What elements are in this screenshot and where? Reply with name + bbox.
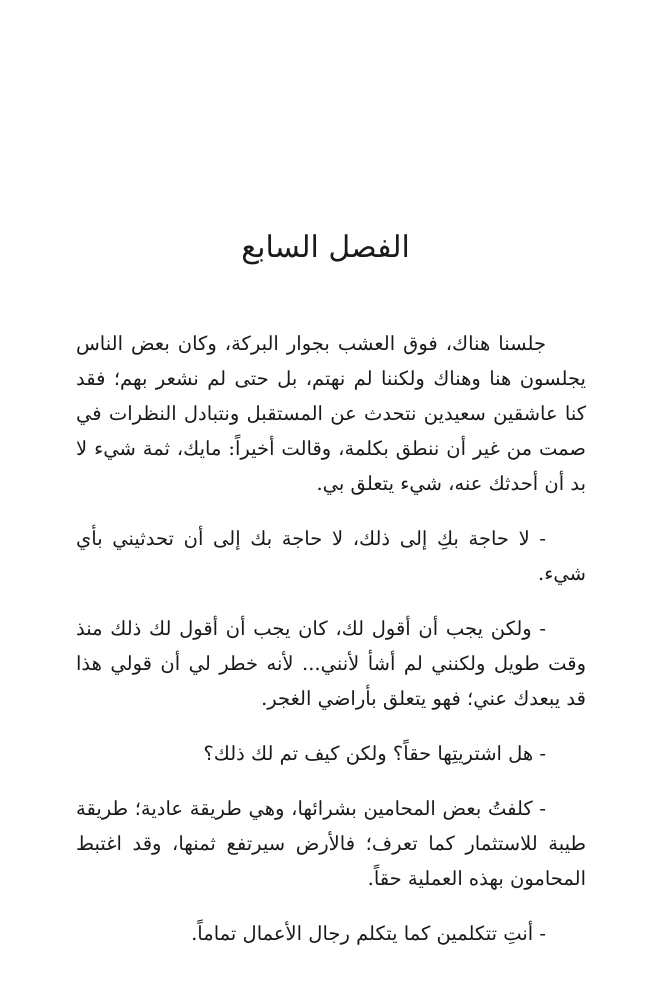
- paragraph-dialogue: - أنتِ تتكلمين كما يتكلم رجال الأعمال تماماً.: [191, 922, 546, 945]
- chapter-body: [76, 326, 586, 951]
- paragraph-dialogue: - لا حاجة بكِ إلى ذلك، لا حاجة بك إلى أن تحدثيني بأي شيء.: [76, 527, 586, 585]
- paragraph-narration: جلسنا هناك، فوق العشب بجوار البركة، وكان بعض الناس يجلسون هنا وهناك ولكننا لم نهتم، بل حتى لم نشعر بهم؛ فقد كنا عاشقين سعيدين نتحدث عن المستقبل ونتبادل النظرات في صمت من غير أن ننطق بكلمة، وقالت أخيراً: مايك، ثمة شيء لا بد أن أحدثك عنه، شيء يتعلق بي.: [76, 332, 586, 495]
- paragraph-dialogue: - ولكن يجب أن أقول لك، كان يجب أن أقول لك ذلك منذ وقت طويل ولكنني لم أشأ لأنني... لأنه خطر لي أن قولي هذا قد يبعدك عني؛ فهو يتعلق بأراضي الغجر.: [76, 617, 586, 710]
- paragraph-dialogue: - كلفتُ بعض المحامين بشرائها، وهي طريقة عادية؛ طريقة طيبة للاستثمار كما تعرف؛ فالأرض سيرتفع ثمنها، وقد اغتبط المحامون بهذه العملية حقاً.: [76, 797, 586, 890]
- paragraph-dialogue: - هل اشتريتِها حقاً؟ ولكن كيف تم لك ذلك؟: [203, 742, 546, 765]
- chapter-title: الفصل السابع: [241, 230, 410, 265]
